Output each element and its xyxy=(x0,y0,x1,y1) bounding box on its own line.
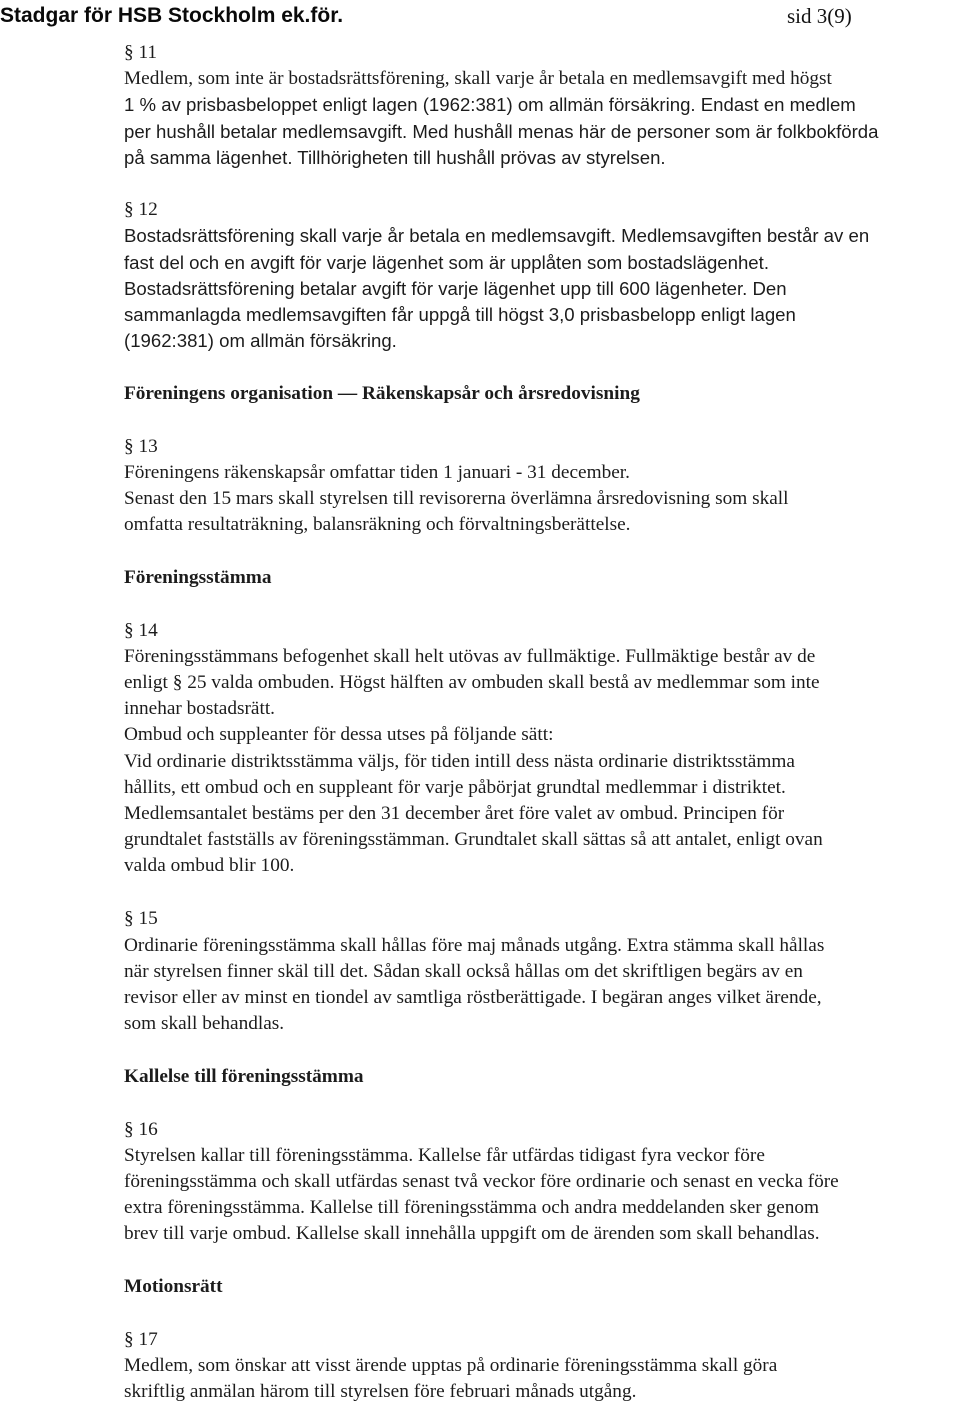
text-line: skriftlig anmälan härom till styrelsen före februari månads utgång. xyxy=(124,1381,637,1403)
document-title: Stadgar för HSB Stockholm ek.för. xyxy=(0,4,344,27)
section-heading-organisation: Föreningens organisation — Räkenskapsår och årsredovisning xyxy=(124,383,640,405)
section-heading-motionsratt: Motionsrätt xyxy=(124,1276,223,1298)
text-line: (1962:381) om allmän försäkring. xyxy=(124,330,397,352)
text-line: enligt § 25 valda ombuden. Högst hälften av ombuden skall bestå av medlemmar som inte xyxy=(124,671,820,693)
document-body xyxy=(124,40,960,1405)
section-symbol: § xyxy=(124,435,134,457)
text-line: när styrelsen finner skäl till det. Sådan skall också hållas om det skriftligen begärs av en xyxy=(124,960,803,982)
text-line: extra föreningsstämma. Kallelse till föreningsstämma och andra meddelanden sker genom xyxy=(124,1197,819,1219)
section-heading-foreningsstamma: Föreningsstämma xyxy=(124,567,272,589)
paragraph-14 xyxy=(124,644,960,880)
text-line: innehar bostadsrätt. xyxy=(124,698,275,720)
section-heading-kallelse: Kallelse till föreningsstämma xyxy=(124,1066,364,1088)
section-symbol: § xyxy=(124,42,134,63)
text-line: Bostadsrättsförening skall varje år betala en medlemsavgift. Medlemsavgiften består av en xyxy=(124,225,870,247)
section-number-11: § 11 xyxy=(124,42,158,63)
paragraph-15 xyxy=(124,933,960,1038)
text-line: Senast den 15 mars skall styrelsen till revisorerna överlämna årsredovisning som skall xyxy=(124,487,789,509)
text-line: Föreningsstämmans befogenhet skall helt utövas av fullmäktige. Fullmäktige består av de xyxy=(124,645,816,667)
section-number-17: § 17 xyxy=(124,1328,158,1350)
section-symbol: § xyxy=(124,619,134,641)
text-line: valda ombud blir 100. xyxy=(124,855,295,877)
text-line: sammanlagda medlemsavgiften får uppgå till högst 3,0 prisbasbelopp enligt lagen xyxy=(124,303,796,325)
text-line: Ombud och suppleanter för dessa utses på följande sätt: xyxy=(124,724,554,746)
text-line: som skall behandlas. xyxy=(124,1013,285,1035)
text-line: grundtalet fastställs av föreningsstämman. Grundtalet skall sättas så att antalet, enligt ovan xyxy=(124,829,823,851)
text-line: fast del och en avgift för varje lägenhet som är upplåten som bostadslägenhet. xyxy=(124,251,769,273)
paragraph-12 xyxy=(124,223,960,354)
text-line: Medlem, som önskar att visst ärende upptas på ordinarie föreningsstämma skall göra xyxy=(124,1354,778,1376)
text-line: Ordinarie föreningsstämma skall hållas före maj månads utgång. Extra stämma skall hållas xyxy=(124,934,825,956)
section-number-14: § 14 xyxy=(124,619,158,641)
text-line: föreningsstämma och skall utfärdas senast två veckor före ordinarie och senast en vecka före xyxy=(124,1170,839,1192)
section-symbol: § xyxy=(124,1328,134,1350)
text-line: Bostadsrättsförening betalar avgift för varje lägenhet upp till 600 lägenheter. Den xyxy=(124,277,787,299)
section-symbol: § xyxy=(124,1118,134,1140)
section-symbol: § xyxy=(124,199,134,221)
paragraph-13 xyxy=(124,460,960,539)
section-symbol: § xyxy=(124,908,134,930)
text-line: Medlemsantalet bestäms per den 31 december året före valet av ombud. Principen för xyxy=(124,802,785,824)
text-line: 1 % av prisbasbeloppet enligt lagen (1962:381) om allmän försäkring. Endast en medlem xyxy=(124,94,856,116)
section-number-12: § 12 xyxy=(124,199,158,221)
paragraph-17 xyxy=(124,1353,960,1405)
paragraph-11 xyxy=(124,66,960,171)
paragraph-16 xyxy=(124,1143,960,1248)
text-line: Föreningens räkenskapsår omfattar tiden 1 januari - 31 december. xyxy=(124,461,630,483)
text-line: Medlem, som inte är bostadsrättsförening, skall varje år betala en medlemsavgift med högst xyxy=(124,68,832,90)
page-number: sid 3(9) xyxy=(787,4,852,28)
section-number-16: § 16 xyxy=(124,1118,158,1140)
section-number-13: § 13 xyxy=(124,435,158,457)
section-number-15: § 15 xyxy=(124,908,158,930)
text-line: Styrelsen kallar till föreningsstämma. Kallelse får utfärdas tidigast fyra veckor före xyxy=(124,1144,765,1166)
text-line: brev till varje ombud. Kallelse skall innehålla uppgift om de ärenden som skall behandlas. xyxy=(124,1223,820,1245)
section-symbol: § xyxy=(172,671,183,693)
text-line: hållits, ett ombud och en suppleant för varje påbörjat grundtal medlemmar i distriktet. xyxy=(124,776,786,798)
text-line: revisor eller av minst en tiondel av samtliga röstberättigade. I begäran anges vilket ärende, xyxy=(124,986,822,1008)
text-line: per hushåll betalar medlemsavgift. Med hushåll menas här de personer som är folkbokförda xyxy=(124,120,879,142)
text-line: omfatta resultaträkning, balansräkning och förvaltningsberättelse. xyxy=(124,514,631,536)
page-header xyxy=(0,0,960,40)
text-line: Vid ordinarie distriktsstämma väljs, för tiden intill dess nästa ordinarie distriktsstämma xyxy=(124,750,795,772)
text-line: på samma lägenhet. Tillhörigheten till hushåll prövas av styrelsen. xyxy=(124,146,666,168)
